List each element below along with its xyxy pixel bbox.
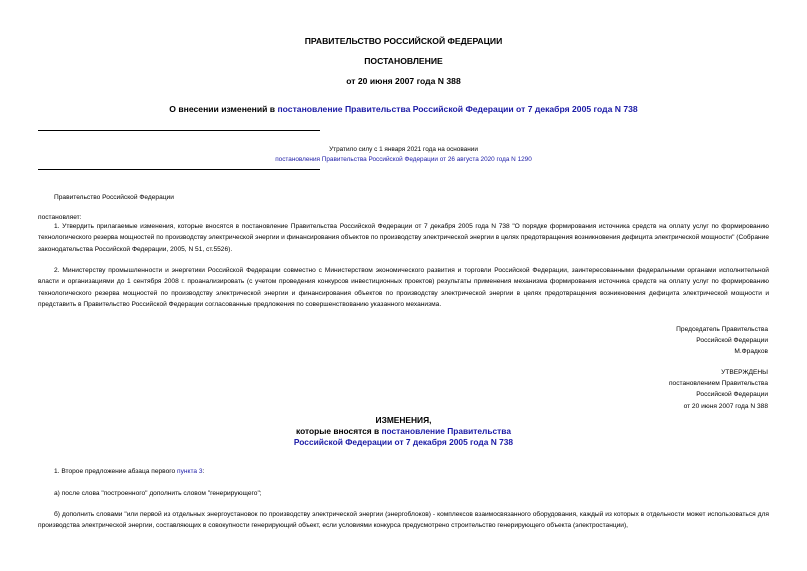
title-prefix: О внесении изменений в — [169, 104, 278, 114]
resolves-label: постановляет: — [38, 214, 82, 221]
point-b: б) дополнить словами "или первой из отдельных энергоустановок по производству электрической энергии (энергоблоков) - комплексов взаимосвязанного оборудования, каждый из которых в отдельности может использоваться для производства электрической энергии, составляющих в совокупности генерирующий объект, если условиями конкурса предусмотрено строительство генерирующего объекта (электростанции), — [38, 511, 769, 530]
divider-top — [38, 130, 320, 131]
approved-line-4: от 20 июня 2007 года N 388 — [683, 402, 768, 410]
approved-line-1: УТВЕРЖДЕНЫ — [721, 369, 768, 376]
paragraph-item-2: 2. Министерству промышленности и энергетики Российской Федерации совместно с Министерством экономического развития и торговли Российской Федерации, заинтересованными федеральными органами исполнительной власти и организациями до 1 сентября 2008 г. проанализировать (с учетом проведения конкурсов инвестиционных проектов) результаты применения механизма формирования источника средств на оплату услуг по формированию технологического резерва мощностей по производству электрической энергии и финансирования объектов по производству электрической энергии в целях предотвращения возникновения дефицита электрической мощности и представить в Правительство Российской Федерации согласованные предложения по совершенствованию указанного механизма. — [38, 267, 769, 308]
point-1-prefix: 1. Второе предложение абзаца первого — [54, 468, 178, 475]
paragraph-item-1: 1. Утвердить прилагаемые изменения, которые вносятся в постановление Правительства Российской Федерации от 7 декабря 2005 года N 738 "О порядке формирования источника средств на оплату услуг по формированию технологического резерва мощностей по производству электрической энергии и финансирования объектов по производству электрической энергии в целях предотвращения возникновения дефицита электрической мощности" (Собрание законодательства Российской Федерации, 2005, N 51, ст.5526). — [38, 223, 769, 253]
government-heading: ПРАВИТЕЛЬСТВО РОССИЙСКОЙ ФЕДЕРАЦИИ — [304, 36, 503, 46]
approved-block — [669, 367, 768, 412]
point-a: а) после слова "построенного" дополнить словом "генерирующего"; — [54, 490, 262, 497]
point-1-link[interactable]: пункта 3 — [177, 468, 203, 475]
signature-line-1: Председатель Правительства — [676, 326, 768, 333]
approved-line-2: постановлением Правительства — [668, 380, 768, 388]
point-1 — [54, 466, 204, 477]
changes-subheading — [0, 426, 807, 438]
approved-line-3: Российской Федерации — [696, 391, 768, 399]
changes-heading: ИЗМЕНЕНИЯ, — [375, 415, 432, 425]
changes-link-2[interactable]: Российской Федерации от 7 декабря 2005 года N 738 — [293, 437, 514, 447]
signature-block — [676, 324, 768, 358]
changes-link-1[interactable]: постановление Правительства — [381, 426, 511, 436]
document-date-number: от 20 июня 2007 года N 388 — [346, 76, 461, 86]
status-link[interactable]: постановления Правительства Российской Федерации от 26 августа 2020 года N 1290 — [275, 156, 532, 163]
point-1-suffix: : — [202, 468, 205, 475]
government-label: Правительство Российской Федерации — [54, 194, 174, 201]
document-type: ПОСТАНОВЛЕНИЕ — [364, 56, 443, 66]
title-link[interactable]: постановление Правительства Российской Федерации от 7 декабря 2005 года N 738 — [277, 104, 638, 114]
document-title — [0, 104, 807, 114]
changes-prefix: которые вносятся в — [296, 426, 382, 436]
divider-bottom — [38, 169, 320, 170]
signature-name: М.Фрадков — [734, 348, 768, 356]
signature-line-2: Российской Федерации — [696, 337, 768, 345]
status-line: Утратило силу с 1 января 2021 года на основании — [329, 146, 478, 153]
